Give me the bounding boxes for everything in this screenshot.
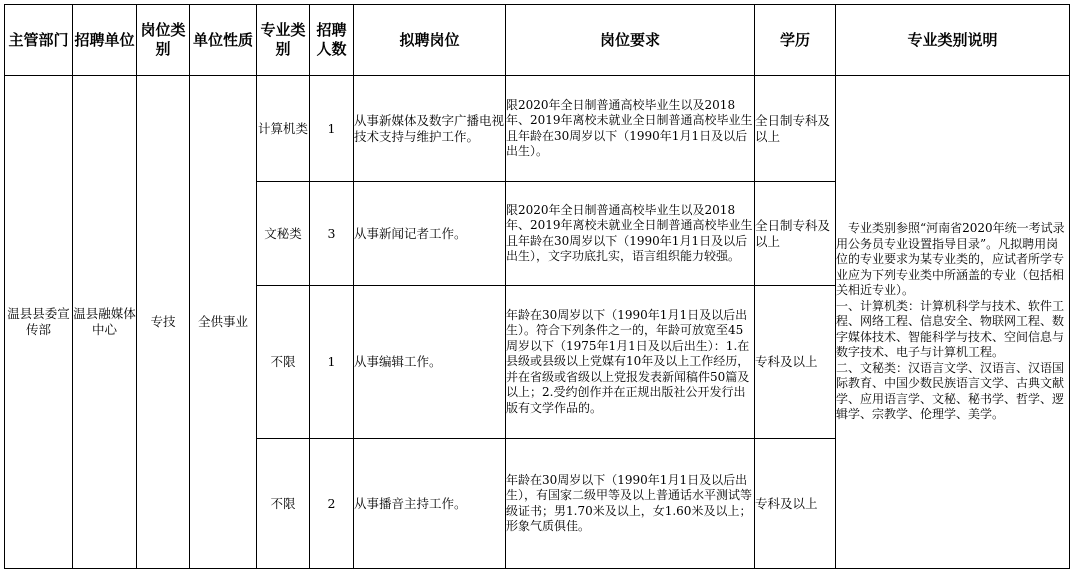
header-unit-nature: 单位性质 [190,5,257,76]
note-intro: 专业类别参照“河南省2020年统一考试录用公务员专业设置指导目录”。凡拟聘用岗位的专业要求为某专业类的，应试者所学专业应为下列专业类中所涵盖的专业（包括相关相近专业）。 [836,221,1065,298]
header-dept: 主管部门 [5,5,73,76]
education-cell: 全日制专科及以上 [755,182,836,286]
position-cell: 从事新媒体及数字广播电视技术支持与维护工作。 [354,76,506,182]
note-computer-majors: 一、计算机类：计算机科学与技术、软件工程、网络工程、信息安全、物联网工程、数字媒体技术、智能科学与技术、空间信息与数字技术、电子与计算机工程。 [836,298,1065,360]
requirements-cell: 限2020年全日制普通高校毕业生以及2018年、2019年离校未就业全日制普通高校毕业生且年龄在30周岁以下（1990年1月1日及以后出生）。 [506,76,755,182]
header-position: 拟聘岗位 [354,5,506,76]
header-education: 学历 [755,5,836,76]
requirements-cell: 年龄在30周岁以下（1990年1月1日及以后出生），有国家二级甲等及以上普通话水平测试等级证书；男1.70米及以上，女1.60米及以上；形象气质俱佳。 [506,439,755,569]
header-requirements: 岗位要求 [506,5,755,76]
education-cell: 专科及以上 [755,286,836,439]
header-major-type: 专业类别 [257,5,310,76]
position-cell: 从事播音主持工作。 [354,439,506,569]
requirements-cell: 年龄在30周岁以下（1990年1月1日及以后出生）。符合下列条件之一的，年龄可放宽至45周岁以下（1975年1月1日及以后出生）：1.在县级或县级以上党媒有10年及以上工作经历，并在省级或省级以上党报发表新闻稿件50篇及以上；2.受约创作并在正规出版社公开发行出版有文学作品的。 [506,286,755,439]
post-type-cell: 专技 [137,76,190,569]
header-post-type: 岗位类别 [137,5,190,76]
unit-cell: 温县融媒体中心 [73,76,137,569]
count-cell: 1 [310,76,354,182]
table-row [5,76,1070,182]
header-row [5,5,1070,76]
header-major-note: 专业类别说明 [836,5,1070,76]
position-cell: 从事新闻记者工作。 [354,182,506,286]
header-unit: 招聘单位 [73,5,137,76]
header-count: 招聘人数 [310,5,354,76]
dept-cell: 温县县委宣传部 [5,76,73,569]
major-type-cell: 计算机类 [257,76,310,182]
major-type-cell: 不限 [257,439,310,569]
education-cell: 专科及以上 [755,439,836,569]
note-secretarial-majors: 二、文秘类：汉语言文学、汉语言、汉语国际教育、中国少数民族语言文学、古典文献学、应用语言学、文秘、秘书学、哲学、逻辑学、宗教学、伦理学、美学。 [836,360,1065,422]
education-cell: 全日制专科及以上 [755,76,836,182]
position-cell: 从事编辑工作。 [354,286,506,439]
major-note-cell [836,76,1070,569]
count-cell: 2 [310,439,354,569]
requirements-cell: 限2020年全日制普通高校毕业生以及2018年、2019年离校未就业全日制普通高校毕业生且年龄在30周岁以下（1990年1月1日及以后出生），文字功底扎实，语言组织能力较强。 [506,182,755,286]
recruitment-table [4,4,1070,569]
major-type-cell: 文秘类 [257,182,310,286]
count-cell: 1 [310,286,354,439]
count-cell: 3 [310,182,354,286]
unit-nature-cell: 全供事业 [190,76,257,569]
major-type-cell: 不限 [257,286,310,439]
